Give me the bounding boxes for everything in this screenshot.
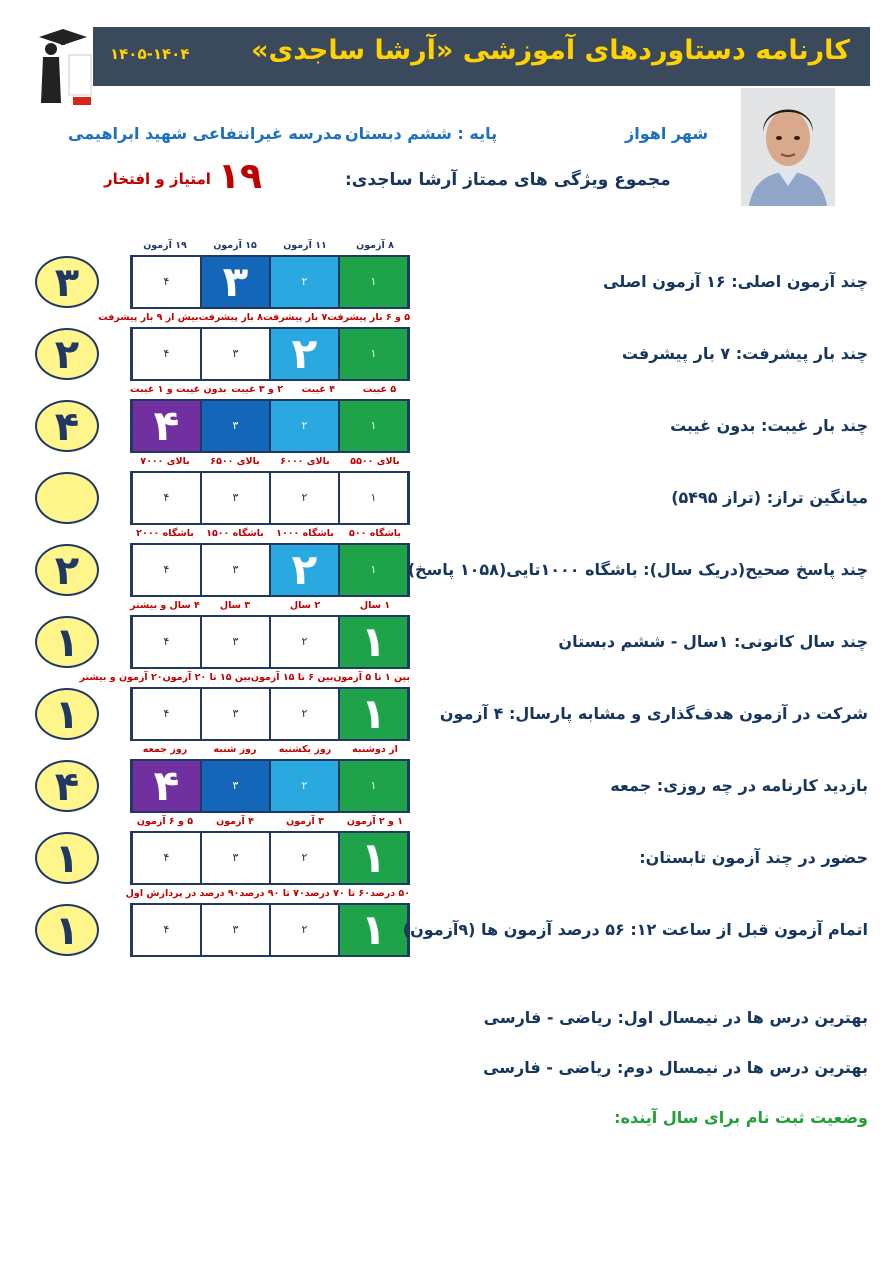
level-cell: ۴ bbox=[133, 617, 200, 667]
level-labels bbox=[130, 600, 410, 611]
level-label: ۸ آزمون bbox=[356, 240, 394, 251]
level-cell: ۳ bbox=[202, 617, 269, 667]
total-score-label: امتیاز و افتخار bbox=[104, 170, 211, 188]
level-cell: ۴ bbox=[133, 905, 200, 955]
student-school: مدرسه غیرانتفاعی شهید ابراهیمی bbox=[68, 124, 343, 143]
level-label: بالای ۶۰۰۰ bbox=[280, 456, 330, 467]
level-label: باشگاه ۵۰۰ bbox=[349, 528, 401, 539]
level-label: بدون غیبت و ۱ غیبت bbox=[130, 384, 227, 395]
level-cell: ۲ bbox=[271, 329, 338, 379]
level-cell: ۳ bbox=[202, 905, 269, 955]
level-label: بالای ۶۵۰۰ bbox=[210, 456, 260, 467]
student-city: شهر اهواز bbox=[625, 124, 709, 143]
best-subjects-second: بهترین درس ها در نیمسال دوم: ریاضی - فارسی bbox=[483, 1058, 868, 1077]
level-label: بالای ۵۵۰۰ bbox=[350, 456, 400, 467]
level-label: ۱۵ آزمون bbox=[213, 240, 257, 251]
level-label: ۵ و ۶ آزمون bbox=[136, 816, 194, 827]
level-labels bbox=[125, 888, 410, 899]
level-grid bbox=[130, 831, 410, 885]
logo bbox=[33, 27, 93, 113]
question-text: بازدید کارنامه در چه روزی: جمعه bbox=[610, 776, 868, 795]
level-cell: ۲ bbox=[271, 617, 338, 667]
question-text: چند آزمون اصلی: ۱۶ آزمون اصلی bbox=[603, 272, 868, 291]
level-cell: ۲ bbox=[271, 833, 338, 883]
level-cell: ۲ bbox=[271, 257, 338, 307]
level-label: بین ۶ تا ۱۵ آزمون bbox=[250, 672, 334, 683]
level-labels bbox=[130, 240, 410, 251]
level-grid bbox=[130, 759, 410, 813]
level-cell: ۱ bbox=[340, 473, 407, 523]
level-cell: ۱ bbox=[340, 689, 407, 739]
level-cell: ۴ bbox=[133, 761, 200, 811]
level-label: ۳ سال bbox=[219, 600, 251, 611]
score-badge: ۴ bbox=[35, 760, 99, 812]
level-cell: ۲ bbox=[271, 401, 338, 451]
level-grid bbox=[130, 687, 410, 741]
level-label: ۲ سال bbox=[289, 600, 321, 611]
score-badge: ۱ bbox=[35, 832, 99, 884]
level-labels bbox=[130, 816, 410, 827]
level-cell: ۱ bbox=[340, 761, 407, 811]
question-text: چند پاسخ صحیح(دریک سال): باشگاه ۱۰۰۰تایی(۱۰۵۸ پاسخ) bbox=[407, 560, 868, 579]
level-label: بین ۱۵ تا ۲۰ آزمون bbox=[162, 672, 251, 683]
level-label: ۱۹ آزمون bbox=[143, 240, 187, 251]
level-labels bbox=[98, 312, 410, 323]
level-cell: ۱ bbox=[340, 545, 407, 595]
level-label: ۴ آزمون bbox=[216, 816, 254, 827]
level-label: ۲ و ۳ غیبت bbox=[231, 384, 284, 395]
level-label: بین ۱ تا ۵ آزمون bbox=[333, 672, 410, 683]
level-grid bbox=[130, 471, 410, 525]
level-cell: ۳ bbox=[202, 401, 269, 451]
score-badge bbox=[35, 472, 99, 524]
level-label: ۹۰ درصد در پردازش اول bbox=[125, 888, 240, 899]
registration-status: وضعیت ثبت نام برای سال آینده: bbox=[614, 1108, 868, 1127]
level-cell: ۴ bbox=[133, 473, 200, 523]
best-subjects-first: بهترین درس ها در نیمسال اول: ریاضی - فارسی bbox=[483, 1008, 868, 1027]
level-cell: ۲ bbox=[271, 545, 338, 595]
level-label: ۴ غیبت bbox=[301, 384, 336, 395]
level-cell: ۱ bbox=[340, 617, 407, 667]
score-badge: ۴ bbox=[35, 400, 99, 452]
level-cell: ۳ bbox=[202, 689, 269, 739]
level-grid bbox=[130, 327, 410, 381]
level-label: ۶۰ تا ۷۰ درصد bbox=[304, 888, 371, 899]
level-labels bbox=[130, 384, 410, 395]
level-label: ۴ سال و بیشتر bbox=[130, 600, 200, 611]
level-cell: ۳ bbox=[202, 545, 269, 595]
question-text: میانگین تراز: (تراز ۵۴۹۵) bbox=[671, 488, 868, 507]
level-label: ۲۰ آزمون و بیشتر bbox=[79, 672, 163, 683]
level-label: ۷۰ تا ۹۰ درصد bbox=[239, 888, 305, 899]
question-text: چند سال کانونی: ۱سال - ششم دبستان bbox=[558, 632, 868, 651]
level-cell: ۴ bbox=[133, 329, 200, 379]
school-years: ۱۴۰۵-۱۴۰۴ bbox=[110, 45, 190, 63]
level-labels bbox=[130, 744, 410, 755]
level-labels bbox=[130, 528, 410, 539]
level-label: باشگاه ۱۰۰۰ bbox=[276, 528, 334, 539]
level-labels bbox=[79, 672, 410, 683]
level-cell: ۳ bbox=[202, 473, 269, 523]
level-label: بالای ۷۰۰۰ bbox=[140, 456, 190, 467]
level-label: روز جمعه bbox=[142, 744, 188, 755]
question-text: اتمام آزمون قبل از ساعت ۱۲: ۵۶ درصد آزمون ها (۹آزمون) bbox=[402, 920, 868, 939]
score-badge: ۱ bbox=[35, 688, 99, 740]
level-cell: ۴ bbox=[133, 257, 200, 307]
level-label: ۳ آزمون bbox=[286, 816, 324, 827]
level-label: ۱۱ آزمون bbox=[283, 240, 327, 251]
level-label: ۵۰ درصد bbox=[370, 888, 410, 899]
level-cell: ۱ bbox=[340, 905, 407, 955]
level-cell: ۲ bbox=[271, 905, 338, 955]
level-label: باشگاه ۱۵۰۰ bbox=[206, 528, 264, 539]
page-title: کارنامه دستاوردهای آموزشی «آرشا ساجدی» bbox=[251, 35, 850, 66]
total-score: ۱۹ bbox=[218, 156, 262, 197]
summary-label: مجموع ویژگی های ممتاز آرشا ساجدی: bbox=[345, 170, 671, 190]
score-badge: ۱ bbox=[35, 904, 99, 956]
level-label: روز شنبه bbox=[213, 744, 257, 755]
level-cell: ۲ bbox=[271, 473, 338, 523]
level-label: ۸ بار پیشرفت bbox=[198, 312, 263, 323]
level-label: روز یکشنبه bbox=[278, 744, 332, 755]
level-label: ۵ و ۶ بار پیشرفت bbox=[327, 312, 410, 323]
student-grade: پایه : ششم دبستان bbox=[345, 124, 498, 143]
level-cell: ۲ bbox=[271, 689, 338, 739]
level-label: از دوشنبه bbox=[352, 744, 398, 755]
level-grid bbox=[130, 903, 410, 957]
level-label: ۱ سال bbox=[359, 600, 391, 611]
level-cell: ۲ bbox=[271, 761, 338, 811]
level-cell: ۳ bbox=[202, 761, 269, 811]
score-badge: ۱ bbox=[35, 616, 99, 668]
question-text: چند بار غیبت: بدون غیبت bbox=[670, 416, 868, 435]
level-label: ۵ غیبت bbox=[362, 384, 397, 395]
level-cell: ۳ bbox=[202, 833, 269, 883]
level-label: ۷ بار پیشرفت bbox=[262, 312, 328, 323]
level-cell: ۱ bbox=[340, 257, 407, 307]
level-cell: ۴ bbox=[133, 545, 200, 595]
level-label: باشگاه ۲۰۰۰ bbox=[136, 528, 194, 539]
question-text: حضور در چند آزمون تابستان: bbox=[639, 848, 868, 867]
student-photo bbox=[741, 88, 835, 206]
level-grid bbox=[130, 543, 410, 597]
score-badge: ۲ bbox=[35, 328, 99, 380]
level-grid bbox=[130, 399, 410, 453]
level-label: بیش از ۹ بار پیشرفت bbox=[98, 312, 199, 323]
level-cell: ۱ bbox=[340, 833, 407, 883]
level-cell: ۱ bbox=[340, 329, 407, 379]
score-badge: ۳ bbox=[35, 256, 99, 308]
level-cell: ۴ bbox=[133, 833, 200, 883]
header-bar bbox=[88, 27, 870, 86]
score-badge: ۲ bbox=[35, 544, 99, 596]
question-text: چند بار پیشرفت: ۷ بار پیشرفت bbox=[621, 344, 868, 363]
level-labels bbox=[130, 456, 410, 467]
level-cell: ۱ bbox=[340, 401, 407, 451]
level-grid bbox=[130, 255, 410, 309]
level-cell: ۴ bbox=[133, 689, 200, 739]
question-text: شرکت در آزمون هدف‌گذاری و مشابه پارسال: ۴ آزمون bbox=[439, 704, 868, 723]
level-cell: ۳ bbox=[202, 257, 269, 307]
level-grid bbox=[130, 615, 410, 669]
level-cell: ۴ bbox=[133, 401, 200, 451]
level-label: ۱ و ۲ آزمون bbox=[346, 816, 404, 827]
level-cell: ۳ bbox=[202, 329, 269, 379]
